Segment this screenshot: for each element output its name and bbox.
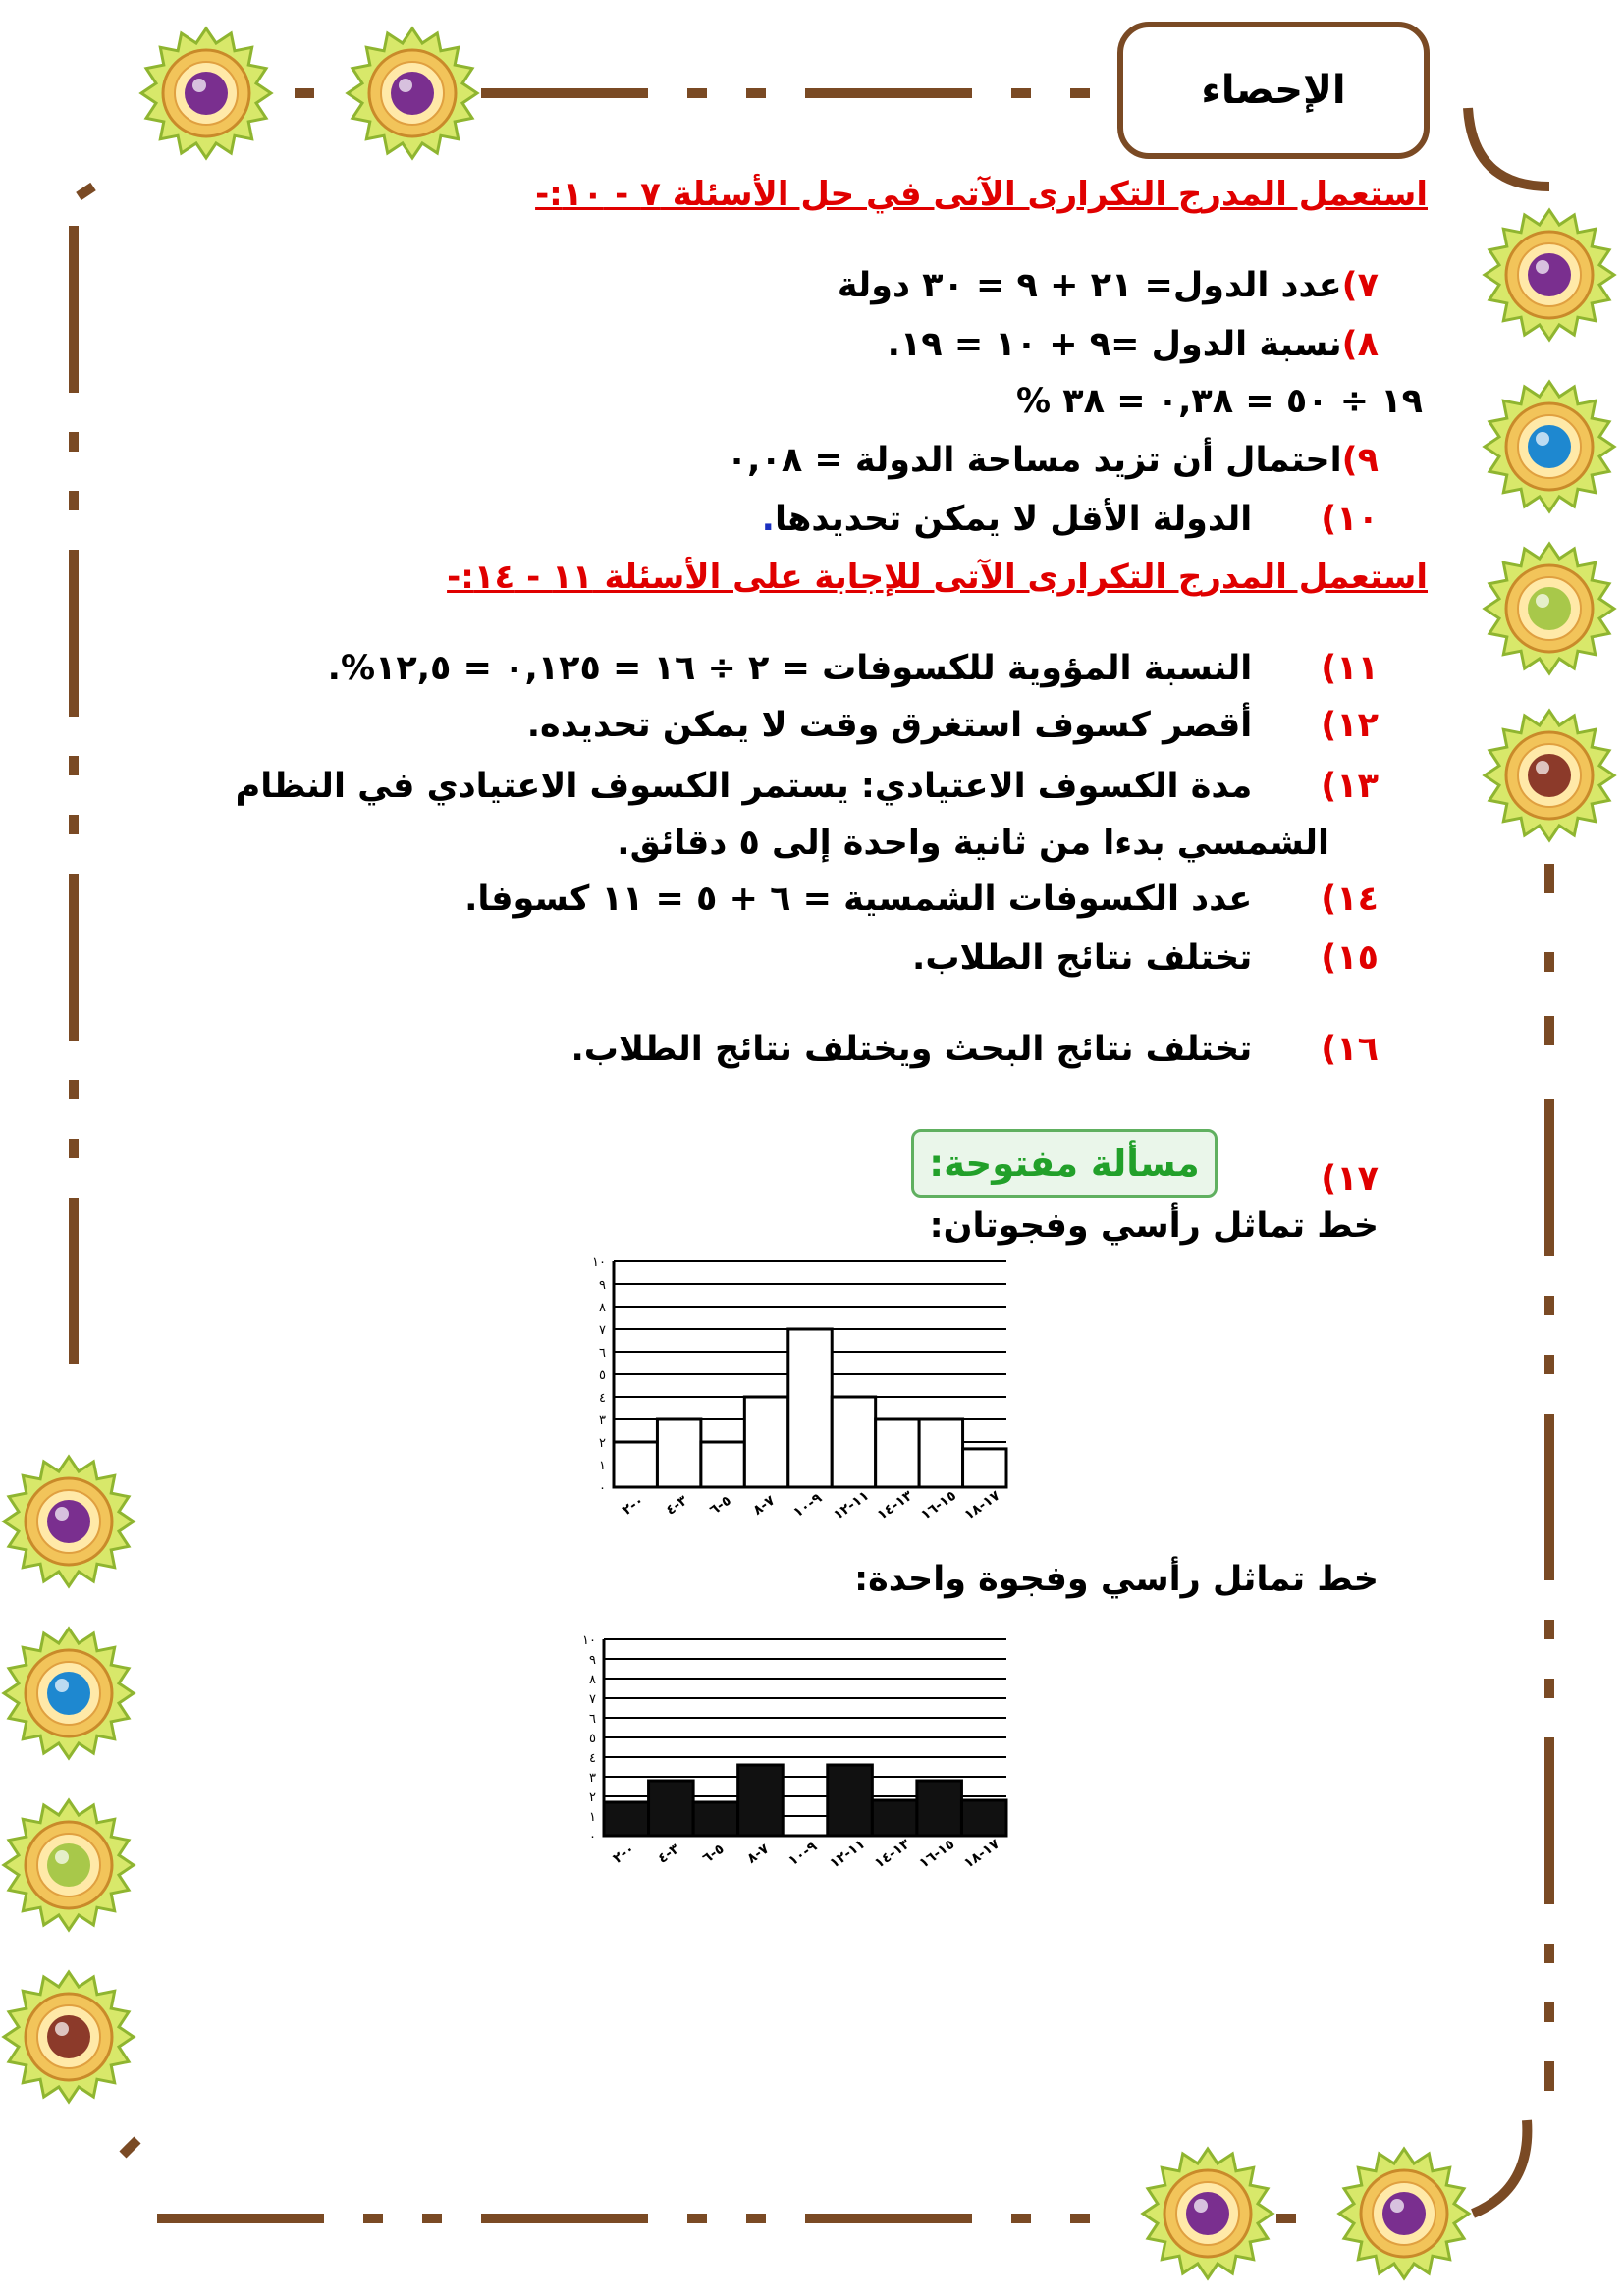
histogram-one-gap xyxy=(565,1629,1016,1895)
question-number: ٩) xyxy=(1341,441,1379,480)
x-tick-label: ١١-١٢ xyxy=(831,1487,873,1523)
question-15 xyxy=(912,937,1379,979)
y-tick-label: ٤ xyxy=(589,1751,596,1766)
question-9 xyxy=(727,440,1379,481)
question-number: ٨) xyxy=(1341,325,1379,364)
answer-text: نسبة الدول =٩ + ١٠ = ١٩. xyxy=(887,325,1342,364)
question-10 xyxy=(762,499,1379,540)
histogram-bar xyxy=(832,1397,875,1487)
y-tick-label: ١ xyxy=(589,1810,596,1825)
x-tick-label: ٣-٤ xyxy=(663,1492,691,1519)
answer-text: تختلف نتائج البحث ويختلف نتائج الطلاب. xyxy=(570,1030,1253,1069)
y-tick-label: ٦ xyxy=(589,1712,596,1727)
histogram-bar xyxy=(872,1800,917,1836)
answer-text: أقصر كسوف استغرق وقت لا يمكن تحديده. xyxy=(526,706,1253,745)
y-tick-label: ٨ xyxy=(599,1301,606,1315)
y-tick-label: ٩ xyxy=(599,1278,606,1293)
question-7 xyxy=(838,265,1379,306)
y-tick-label: ١ xyxy=(599,1459,606,1473)
y-tick-label: ٥ xyxy=(599,1368,606,1383)
histogram-bar xyxy=(693,1802,738,1836)
x-tick-label: ٩-١٠ xyxy=(785,1839,821,1870)
histogram-bar xyxy=(701,1442,744,1487)
question-16 xyxy=(570,1029,1379,1070)
y-tick-label: ٥ xyxy=(589,1732,596,1746)
y-tick-label: ٢ xyxy=(599,1436,606,1451)
page-title: الإحصاء xyxy=(1201,68,1346,113)
y-tick-label: ٢ xyxy=(589,1790,596,1805)
question-number: ١٣) xyxy=(1321,767,1379,806)
histogram-bar xyxy=(828,1765,873,1836)
histogram-bar xyxy=(614,1442,657,1487)
y-tick-label: ٩ xyxy=(589,1653,596,1668)
x-tick-label: ٥-٦ xyxy=(699,1841,728,1867)
answer-text: تختلف نتائج الطلاب. xyxy=(912,938,1253,978)
x-tick-label: ١٣-١٤ xyxy=(874,1487,916,1523)
histogram-bar xyxy=(961,1800,1006,1836)
answer-end: . xyxy=(761,500,775,539)
answer-text: عدد الدول= ٢١ + ٩ = ٣٠ دولة xyxy=(837,266,1342,305)
x-tick-label: ٣-٤ xyxy=(655,1841,683,1867)
question-number: ١٠) xyxy=(1321,500,1379,539)
answer-text: الدولة الأقل لا يمكن تحديدها xyxy=(774,500,1253,539)
y-tick-label: ٧ xyxy=(589,1692,596,1707)
answer-text: احتمال أن تزيد مساحة الدولة = ٠,٠٨ xyxy=(726,441,1342,480)
histogram-bar xyxy=(649,1781,694,1836)
question-number: ١٢) xyxy=(1321,706,1379,745)
x-tick-label: ١٧-١٨ xyxy=(961,1487,1003,1523)
heading-questions-7-10: استعمل المدرج التكرارى الآتى في حل الأسئلة ٧ - ١٠:- xyxy=(535,175,1428,214)
x-tick-label: ١٧-١٨ xyxy=(960,1836,1002,1872)
x-tick-label: ٩-١٠ xyxy=(790,1490,826,1522)
histogram-bar xyxy=(917,1781,962,1836)
heading-questions-11-14: استعمل المدرج التكرارى الآتى للإجابة على الأسئلة ١١ - ١٤:- xyxy=(447,558,1428,597)
question-13 xyxy=(236,766,1379,807)
question-8 xyxy=(888,324,1379,365)
question-number: ١٦) xyxy=(1321,1030,1379,1069)
caption-chart-2: خط تماثل رأسي وفجوة واحدة: xyxy=(854,1560,1379,1599)
answer-text: عدد الكسوفات الشمسية = ٦ + ٥ = ١١ كسوفا. xyxy=(464,880,1253,919)
open-problem-label: مسألة مفتوحة: xyxy=(911,1129,1218,1198)
question-17-number: ١٧) xyxy=(1321,1159,1379,1199)
y-tick-label: ٣ xyxy=(599,1414,606,1428)
histogram-bar xyxy=(788,1329,832,1487)
histogram-bar xyxy=(876,1419,919,1487)
y-tick-label: ٠ xyxy=(589,1830,596,1844)
y-tick-label: ٨ xyxy=(589,1673,596,1687)
x-tick-label: ٥-٦ xyxy=(706,1492,734,1519)
question-14 xyxy=(464,879,1379,920)
histogram-bar xyxy=(963,1449,1006,1487)
y-tick-label: ١٠ xyxy=(582,1633,596,1648)
x-tick-label: ١٥-١٦ xyxy=(916,1836,958,1872)
x-tick-label: ١٥-١٦ xyxy=(918,1487,960,1523)
histogram-bar xyxy=(738,1765,784,1836)
y-tick-label: ١٠ xyxy=(592,1255,606,1270)
histogram-bar xyxy=(919,1419,962,1487)
question-11 xyxy=(328,648,1379,689)
x-tick-label: ١٣-١٤ xyxy=(871,1836,913,1872)
question-number: ٧) xyxy=(1341,266,1379,305)
histogram-bar xyxy=(604,1802,649,1836)
histogram-bar xyxy=(744,1397,787,1487)
x-tick-label: ٧-٨ xyxy=(744,1841,773,1867)
caption-chart-1: خط تماثل رأسي وفجوتان: xyxy=(929,1206,1379,1246)
x-tick-label: ٠-٢ xyxy=(610,1841,638,1867)
x-tick-label: ٠-٢ xyxy=(619,1492,647,1519)
question-number: ١١) xyxy=(1321,649,1379,688)
x-tick-label: ٧-٨ xyxy=(750,1492,779,1519)
question-8-continued: ١٩ ÷ ٥٠ = ٠,٣٨ = ٣٨ % xyxy=(1016,382,1423,421)
question-number: ١٤) xyxy=(1321,880,1379,919)
answer-text: مدة الكسوف الاعتيادي: يستمر الكسوف الاعتيادي في النظام xyxy=(235,767,1253,806)
y-tick-label: ٧ xyxy=(599,1323,606,1338)
y-tick-label: ٦ xyxy=(599,1346,606,1361)
histogram-two-gaps xyxy=(574,1252,1016,1546)
y-tick-label: ٤ xyxy=(599,1391,606,1406)
y-tick-label: ٣ xyxy=(589,1771,596,1786)
answer-text: النسبة المؤوية للكسوفات = ٢ ÷ ١٦ = ٠,١٢٥ = ١٢,٥%. xyxy=(327,649,1253,688)
question-13-continued: الشمسي بدءا من ثانية واحدة إلى ٥ دقائق. xyxy=(617,824,1329,863)
question-12 xyxy=(527,705,1379,746)
x-tick-label: ١١-١٢ xyxy=(827,1836,869,1872)
y-tick-label: ٠ xyxy=(599,1481,606,1496)
histogram-bar xyxy=(657,1419,700,1487)
question-number: ١٥) xyxy=(1321,938,1379,978)
